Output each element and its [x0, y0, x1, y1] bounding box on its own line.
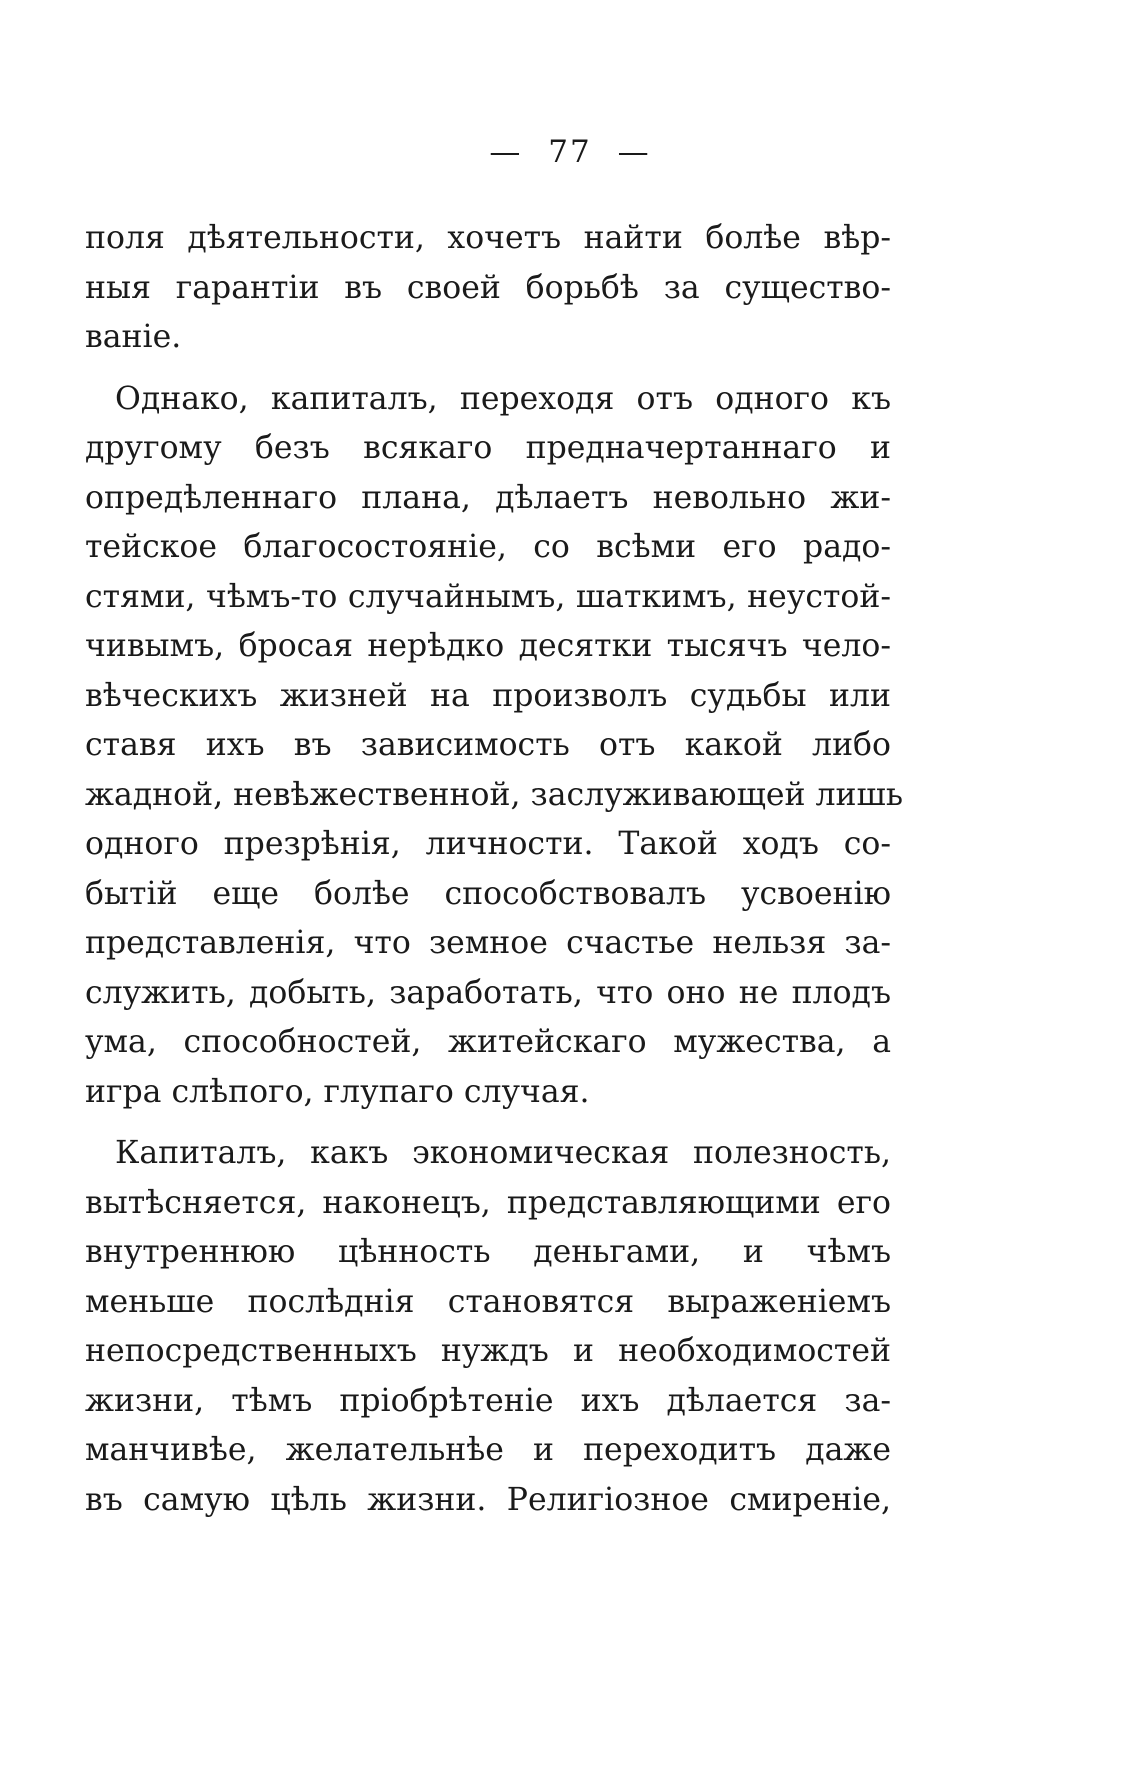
body-text	[85, 214, 903, 1525]
text-line: Однако, капиталъ, переходя отъ одного къ	[115, 380, 891, 417]
text-line: жадной, невѣжественной, заслуживающей лишь	[85, 776, 903, 813]
text-line: вытѣсняется, наконецъ, представляющими его	[85, 1184, 891, 1221]
text-line: непосредственныхъ нуждъ и необходимостей	[85, 1333, 891, 1369]
page-number: — 77 —	[489, 134, 651, 170]
text-line: ставя ихъ въ зависимость отъ какой либо	[85, 727, 891, 763]
text-line: чивымъ, бросая нерѣдко десятки тысячъ чело-	[85, 628, 891, 664]
text-line: опредѣленнаго плана, дѣлаетъ невольно жи-	[85, 479, 891, 516]
text-line: ныя гарантіи въ своей борьбѣ за существо-	[85, 269, 891, 306]
text-line: ума, способностей, житейскаго мужества, а	[85, 1024, 891, 1060]
text-line: одного презрѣнія, личности. Такой ходъ со-	[85, 826, 891, 862]
text-line: поля дѣятельности, хочетъ найти болѣе вѣр-	[85, 220, 891, 256]
paragraph	[85, 214, 891, 363]
text-line: бытій еще болѣе способствовалъ усвоенію	[85, 875, 891, 912]
text-line: тейское благосостояніе, со всѣми его радо-	[85, 529, 891, 565]
text-line: игра слѣпого, глупаго случая.	[85, 1073, 590, 1110]
text-line: жизни, тѣмъ пріобрѣтеніе ихъ дѣлается за-	[85, 1382, 891, 1419]
text-line: въ самую цѣль жизни. Религіозное смиреніе,	[85, 1481, 891, 1518]
text-line: Капиталъ, какъ экономическая полезность,	[115, 1135, 891, 1171]
paragraph	[85, 1129, 891, 1525]
text-line: стями, чѣмъ-то случайнымъ, шаткимъ, неустой-	[85, 578, 891, 615]
text-line: служить, добыть, заработать, что оно не плодъ	[85, 974, 891, 1011]
paragraph	[85, 375, 903, 1118]
text-line: внутреннюю цѣнность деньгами, и чѣмъ	[85, 1234, 891, 1270]
text-line: другому безъ всякаго предначертаннаго и	[85, 430, 891, 466]
text-line: ваніе.	[85, 319, 182, 355]
text-line: манчивѣе, желательнѣе и переходитъ даже	[85, 1432, 891, 1468]
text-line: вѣческихъ жизней на произволъ судьбы или	[85, 677, 891, 714]
text-line: меньше послѣднія становятся выраженіемъ	[85, 1283, 891, 1320]
text-line: представленія, что земное счастье нельзя за-	[85, 925, 891, 961]
